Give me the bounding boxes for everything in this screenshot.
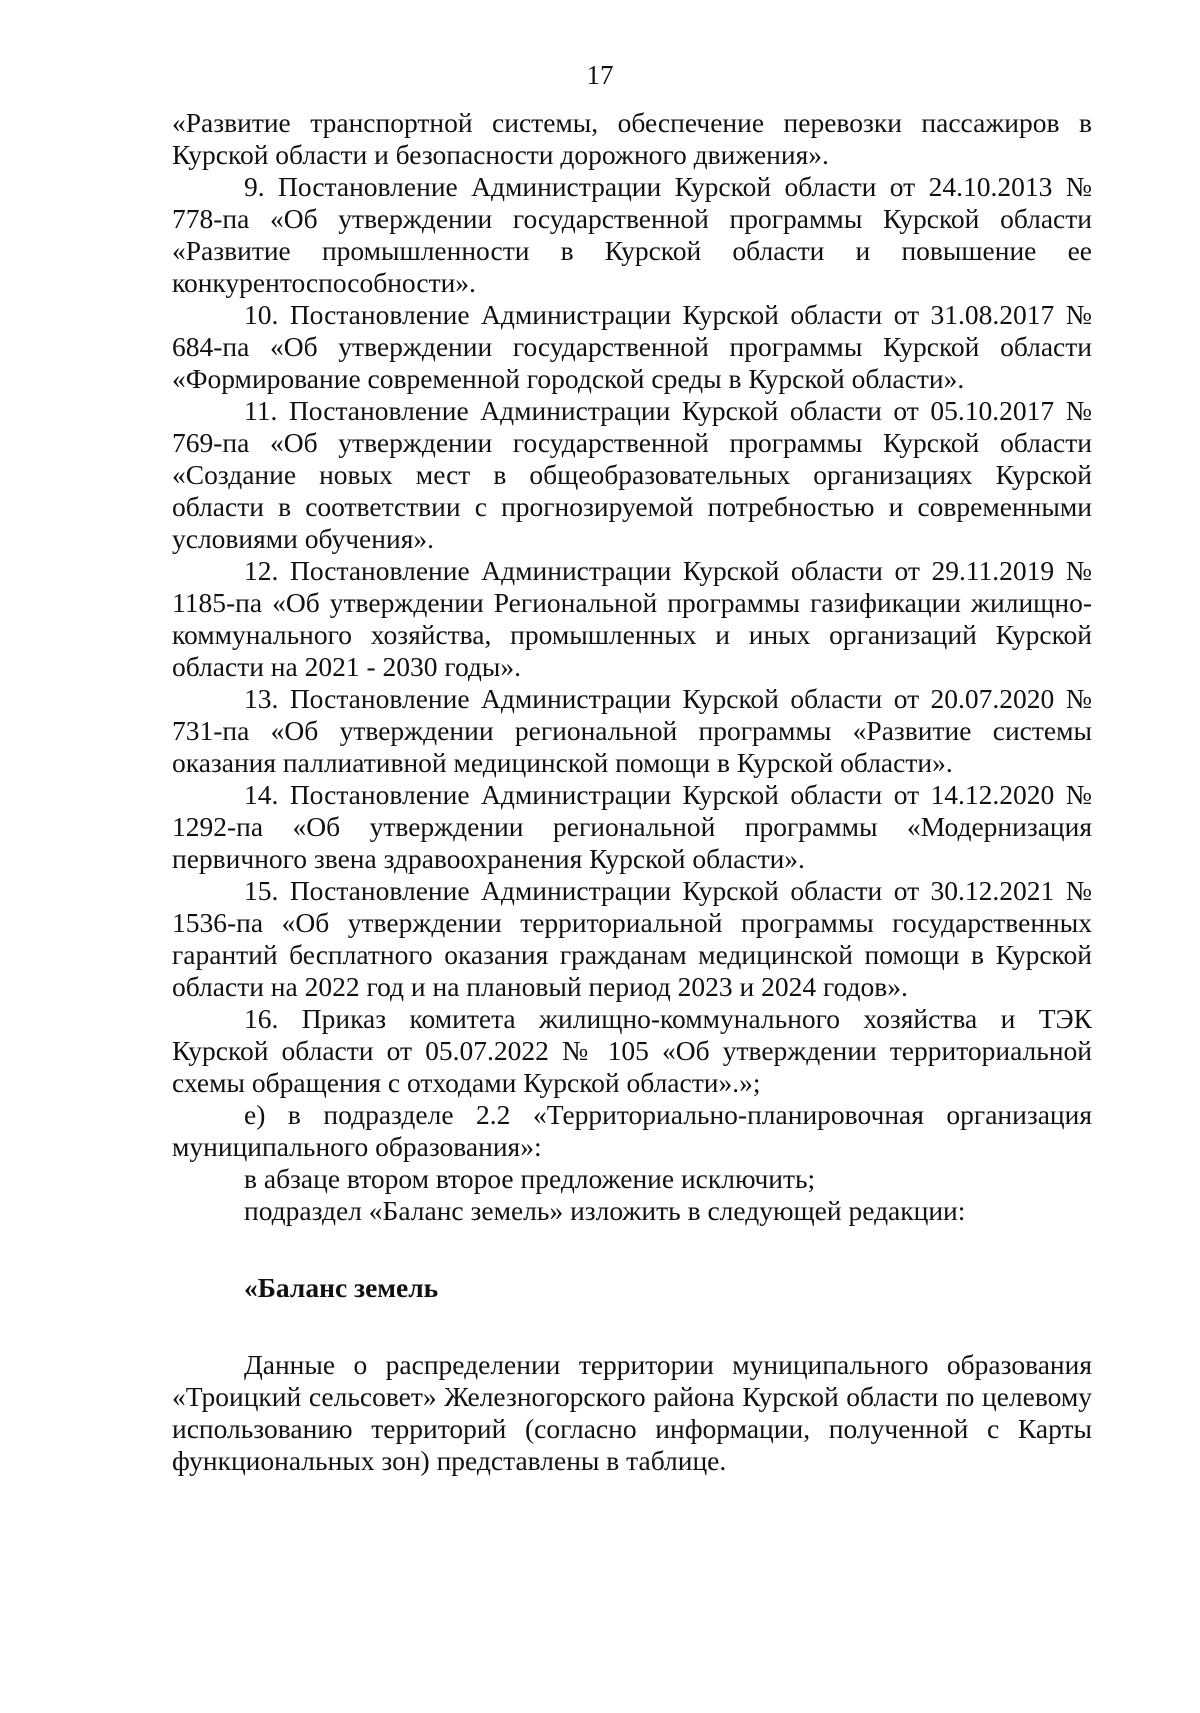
list-item-13: 13. Постановление Администрации Курской области от 20.07.2020 № 731-па «Об утверждении региональной программы «Развитие системы оказания паллиативной медицинской помощи в Курской области». [172,683,1092,778]
amendment-line-1: в абзаце втором второе предложение исключить; [244,1163,816,1194]
document-body [172,107,1092,1477]
list-item-10: 10. Постановление Администрации Курской области от 31.08.2017 № 684-па «Об утверждении государственной программы Курской области «Формирование современной городской среды в Курской области». [172,299,1092,394]
list-item-15: 15. Постановление Администрации Курской области от 30.12.2021 № 1536-па «Об утверждении территориальной программы государственных гарантий бесплатного оказания гражданам медицинской помощи в Курской области на 2022 год и на плановый период 2023 и 2024 годов». [172,875,1092,1002]
list-item-16: 16. Приказ комитета жилищно-коммунального хозяйства и ТЭК Курской области от 05.07.2022 № 105 «Об утверждении территориальной схемы обращения с отходами Курской области».»; [172,1003,1092,1098]
list-item-12: 12. Постановление Администрации Курской области от 29.11.2019 № 1185-па «Об утверждении Региональной программы газификации жилищно-коммунального хозяйства, промышленных и иных организаций Курской области на 2021 - 2030 годы». [172,555,1092,682]
list-item-11: 11. Постановление Администрации Курской области от 05.10.2017 № 769-па «Об утверждении государственной программы Курской области «Создание новых мест в общеобразовательных организациях Курской области в соответствии с прогнозируемой потребностью и современными условиями обучения». [172,395,1092,554]
amendment-e: е) в подразделе 2.2 «Территориально-планировочная организация муниципального образования»: [172,1099,1092,1162]
paragraph-continuation: «Развитие транспортной системы, обеспечение перевозки пассажиров в Курской области и безопасности дорожного движения». [172,107,1092,170]
list-item-9: 9. Постановление Администрации Курской области от 24.10.2013 № 778-па «Об утверждении государственной программы Курской области «Развитие промышленности в Курской области и повышение ее конкурентоспособности». [172,171,1092,298]
page-number: 17 [586,60,614,90]
amendment-line-2: подраздел «Баланс земель» изложить в следующей редакции: [244,1195,966,1226]
list-item-14: 14. Постановление Администрации Курской области от 14.12.2020 № 1292-па «Об утверждении региональной программы «Модернизация первичного звена здравоохранения Курской области». [172,779,1092,874]
section-heading: «Баланс земель [244,1272,439,1303]
section-paragraph: Данные о распределении территории муниципального образования «Троицкий сельсовет» Железногорского района Курской области по целевому использованию территорий (согласно информации, полученной с Карты функциональных зон) представлены в таблице. [172,1349,1092,1476]
